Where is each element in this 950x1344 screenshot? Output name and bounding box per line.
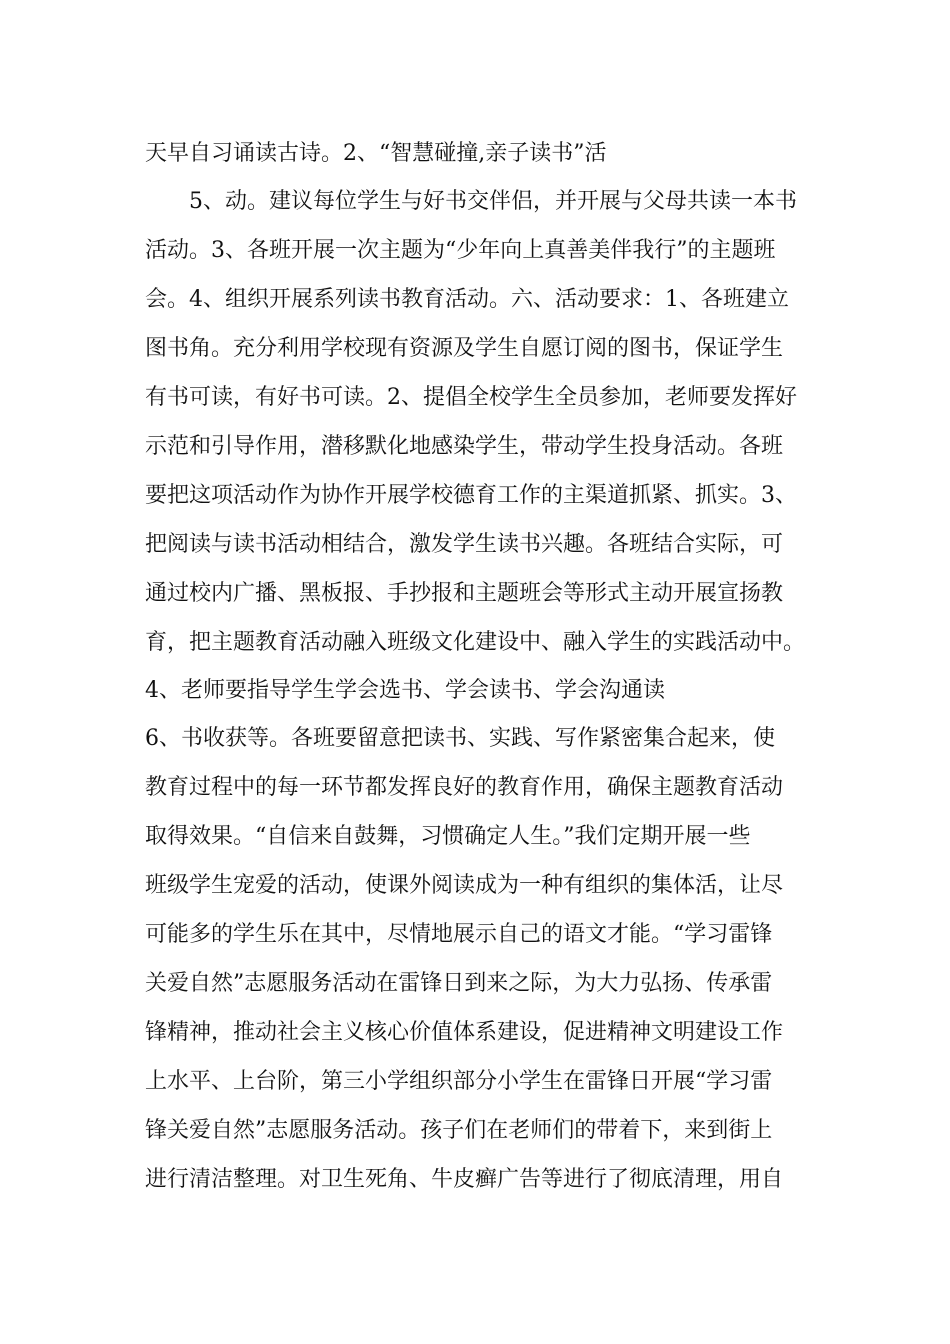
text-line: 示范和引导作用，潜移默化地感染学生，带动学生投身活动。各班 bbox=[145, 434, 784, 459]
text-line: 有书可读，有好书可读。2、提倡全校学生全员参加，老师要发挥好 bbox=[145, 385, 797, 410]
text-line: 关爱自然”志愿服务活动在雷锋日到来之际，为大力弘扬、传承雷 bbox=[145, 971, 773, 996]
text-line: 会。4、组织开展系列读书教育活动。六、活动要求：1、各班建立 bbox=[145, 287, 789, 312]
text-line: 活动。3、各班开展一次主题为“少年向上真善美伴我行”的主题班 bbox=[145, 238, 776, 263]
text-line: 育，把主题教育活动融入班级文化建设中、融入学生的实践活动中。 bbox=[145, 630, 806, 655]
text-line: 通过校内广播、黑板报、手抄报和主题班会等形式主动开展宣扬教 bbox=[145, 581, 784, 606]
text-line: 把阅读与读书活动相结合，激发学生读书兴趣。各班结合实际，可 bbox=[145, 532, 784, 557]
text-line: 5、动。建议每位学生与好书交伴侣，并开展与父母共读一本书 bbox=[145, 189, 797, 214]
text-line: 4、老师要指导学生学会选书、学会读书、学会沟通读 bbox=[145, 678, 665, 703]
text-line: 锋关爱自然”志愿服务活动。孩子们在老师们的带着下，来到街上 bbox=[145, 1118, 773, 1143]
text-line: 锋精神，推动社会主义核心价值体系建设，促进精神文明建设工作 bbox=[145, 1020, 784, 1045]
text-line: 可能多的学生乐在其中，尽情地展示自己的语文才能。“学习雷锋 bbox=[145, 922, 773, 947]
text-line: 班级学生宠爱的活动，使课外阅读成为一种有组织的集体活，让尽 bbox=[145, 873, 784, 898]
text-line: 图书角。充分利用学校现有资源及学生自愿订阅的图书，保证学生 bbox=[145, 336, 784, 361]
text-line: 天早自习诵读古诗。2、“智慧碰撞,亲子读书”活 bbox=[145, 141, 607, 166]
text-line: 进行清洁整理。对卫生死角、牛皮癣广告等进行了彻底清理，用自 bbox=[145, 1167, 784, 1192]
text-line: 要把这项活动作为协作开展学校德育工作的主渠道抓紧、抓实。3、 bbox=[145, 483, 797, 508]
text-line: 教育过程中的每一环节都发挥良好的教育作用，确保主题教育活动 bbox=[145, 775, 784, 800]
text-line: 上水平、上台阶，第三小学组织部分小学生在雷锋日开展“学习雷 bbox=[145, 1069, 773, 1094]
text-line: 6、书收获等。各班要留意把读书、实践、写作紧密集合起来，使 bbox=[145, 726, 775, 751]
text-line: 取得效果。“自信来自鼓舞，习惯确定人生。”我们定期开展一些 bbox=[145, 824, 751, 849]
